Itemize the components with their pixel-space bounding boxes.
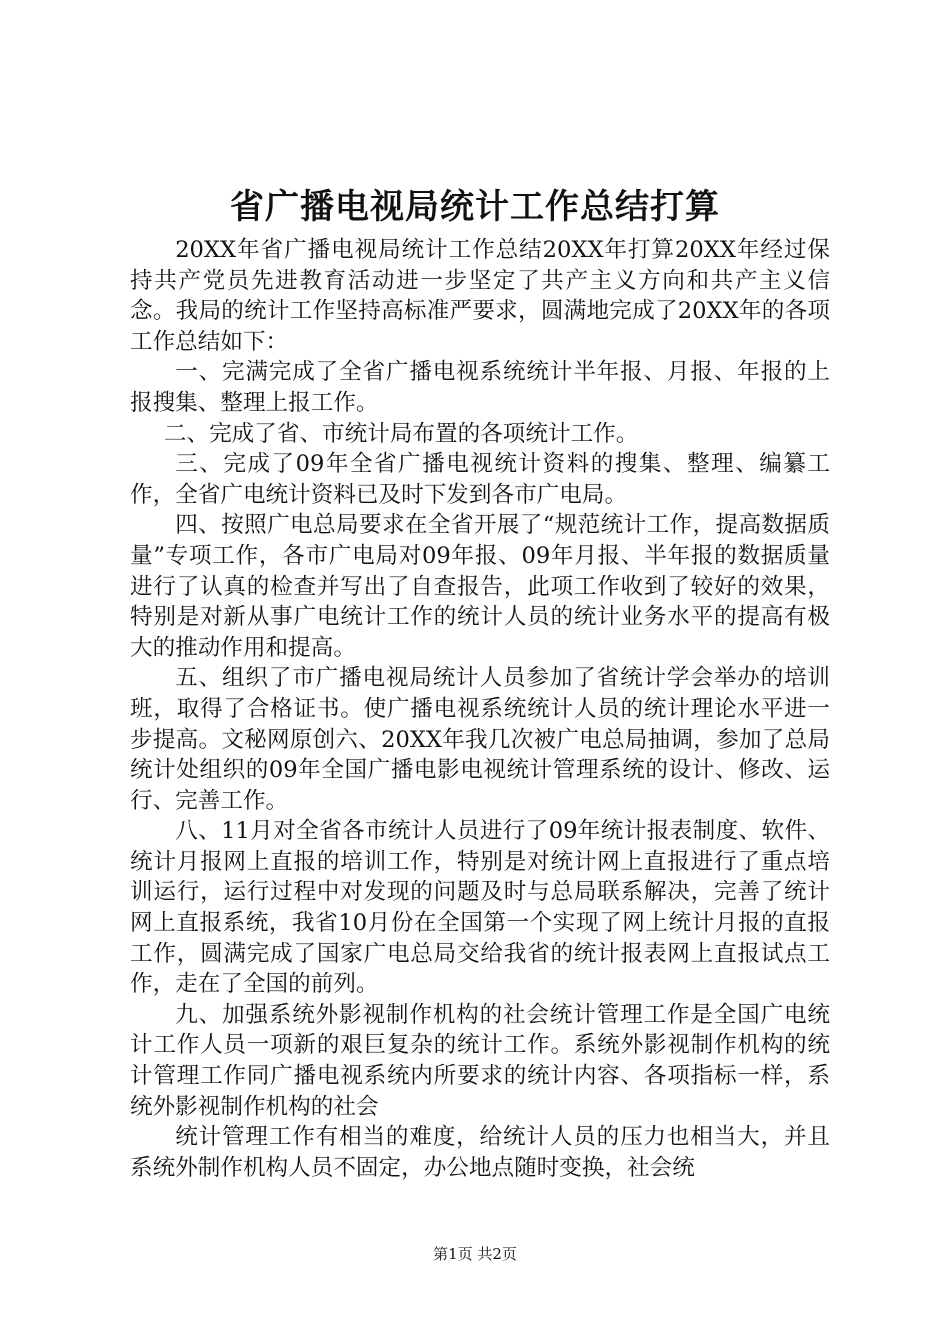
paragraph-item-1: 一、完满完成了全省广播电视系统统计半年报、月报、年报的上报搜集、整理上报工作。: [130, 359, 830, 416]
document-title: 省广播电视局统计工作总结打算: [230, 187, 720, 227]
document-body: [130, 235, 830, 1183]
page-footer: 第1页 共2页: [433, 1245, 517, 1263]
paragraph-intro: 20XX年省广播电视局统计工作总结20XX年打算20XX年经过保持共产党员先进教育活动进一步坚定了共产主义方向和共产主义信念。我局的统计工作坚持高标准严要求，圆满地完成了20XX年的各项工作总结如下：: [130, 237, 830, 355]
paragraph-item-8: 八、11月对全省各市统计人员进行了09年统计报表制度、软件、统计月报网上直报的培训工作，特别是对统计网上直报进行了重点培训运行，运行过程中对发现的问题及时与总局联系解决，完善了统计网上直报系统，我省10月份在全国第一个实现了网上统计月报的直报工作，圆满完成了国家广电总局交给我省的统计报表网上直报试点工作，走在了全国的前列。: [130, 818, 830, 998]
paragraph-item-2: 二、完成了省、市统计局布置的各项统计工作。: [163, 420, 639, 447]
paragraph-item-3: 三、完成了09年全省广播电视统计资料的搜集、整理、编纂工作，全省广电统计资料已及时下发到各市广电局。: [130, 451, 830, 508]
paragraph-continuation: 统计管理工作有相当的难度，给统计人员的压力也相当大，并且系统外制作机构人员不固定，办公地点随时变换，社会统: [130, 1124, 830, 1181]
paragraph-item-4: 四、按照广电总局要求在全省开展了“规范统计工作，提高数据质量”专项工作，各市广电局对09年报、09年月报、半年报的数据质量进行了认真的检查并写出了自查报告，此项工作收到了较好的效果，特别是对新从事广电统计工作的统计人员的统计业务水平的提高有极大的推动作用和提高。: [130, 512, 830, 661]
paragraph-item-5: 五、组织了市广播电视局统计人员参加了省统计学会举办的培训班，取得了合格证书。使广播电视系统统计人员的统计理论水平进一步提高。文秘网原创六、20XX年我几次被广电总局抽调，参加了总局统计处组织的09年全国广播电影电视统计管理系统的设计、修改、运行、完善工作。: [130, 665, 830, 814]
paragraph-item-9: 九、加强系统外影视制作机构的社会统计管理工作是全国广电统计工作人员一项新的艰巨复杂的统计工作。系统外影视制作机构的统计管理工作同广播电视系统内所要求的统计内容、各项指标一样，系统外影视制作机构的社会: [130, 1001, 830, 1120]
